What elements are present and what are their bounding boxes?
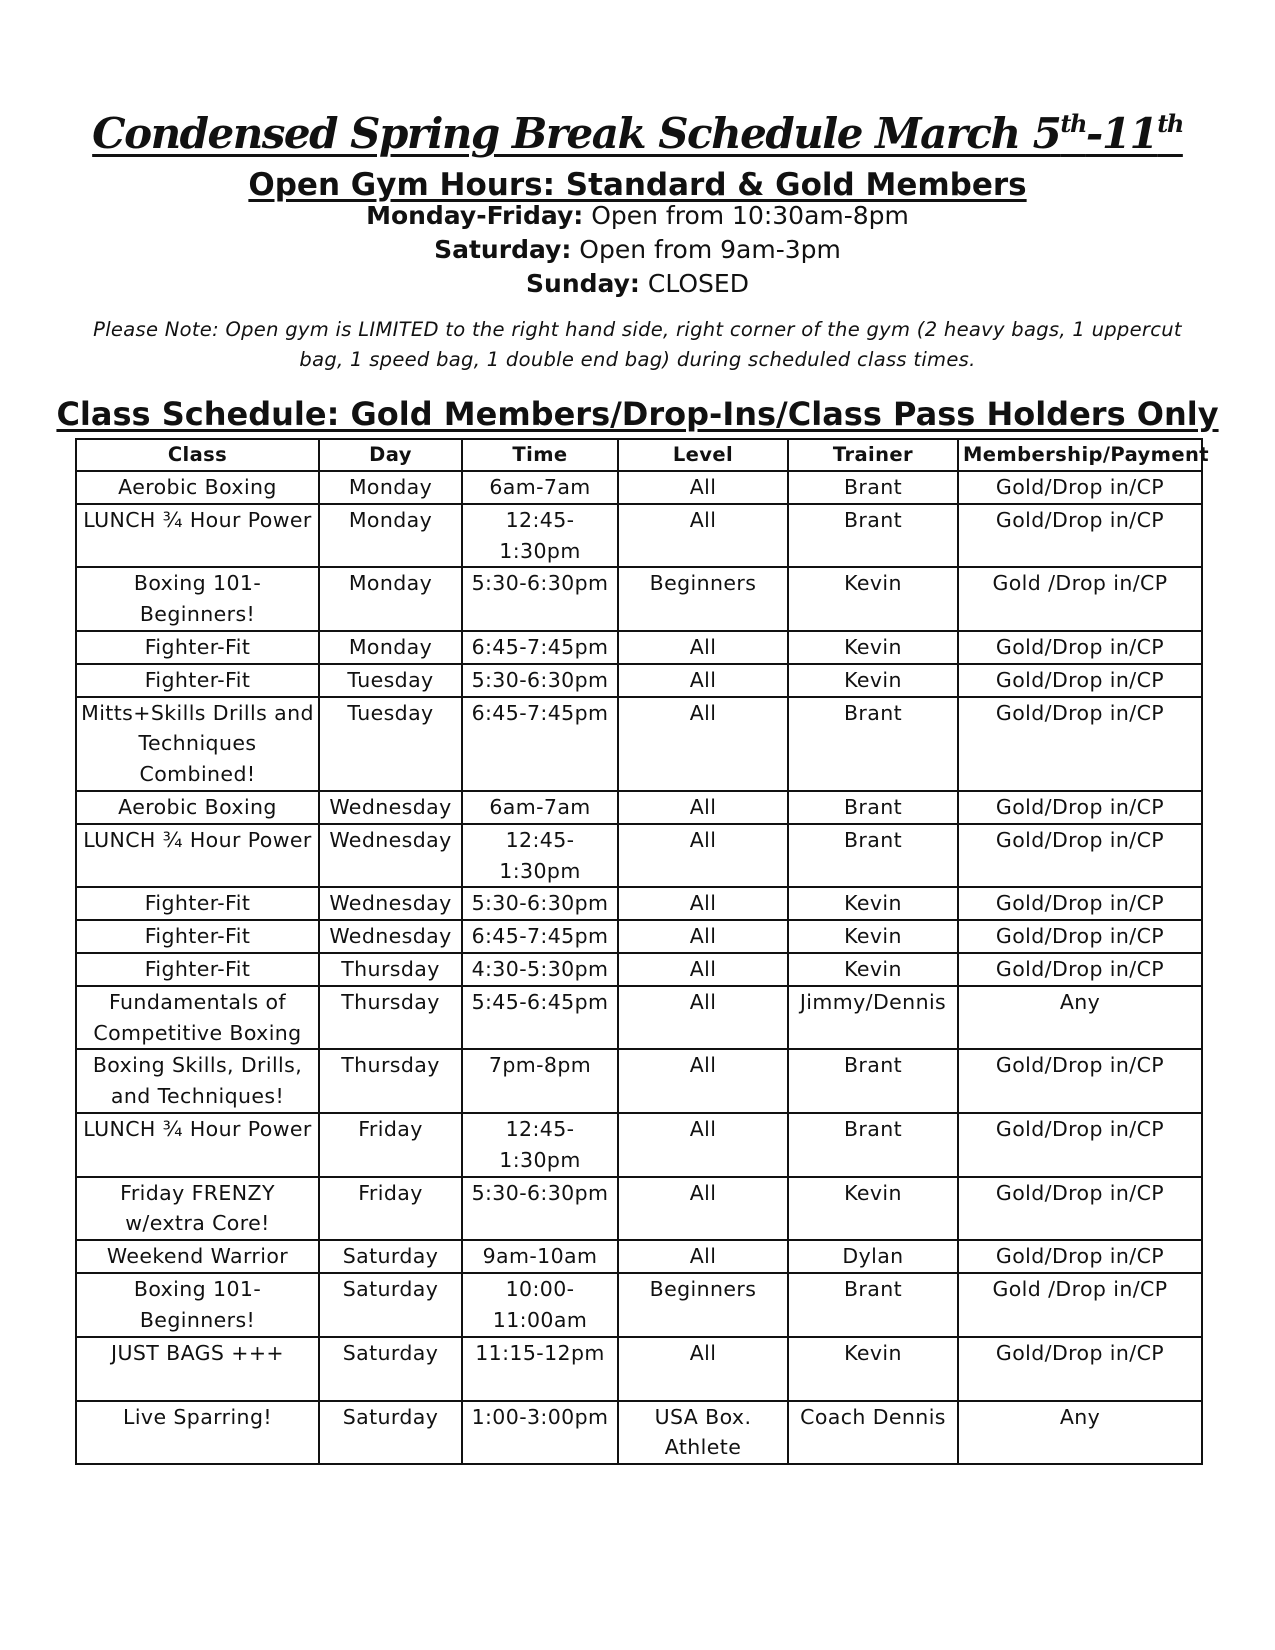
cell-time: 6:45-7:45pm <box>462 920 618 953</box>
open-gym-note: Please Note: Open gym is LIMITED to the right hand side, right corner of the gym (2 heavy bags, 1 uppercut bag, 1 speed bag, 1 double end bag) during scheduled class times. <box>93 318 1182 371</box>
cell-time: 5:30-6:30pm <box>462 1177 618 1241</box>
table-row <box>76 1273 1202 1337</box>
table-row <box>76 791 1202 824</box>
table-row <box>76 1113 1202 1177</box>
cell-membership: Gold/Drop in/CP <box>958 1337 1202 1401</box>
table-row <box>76 471 1202 504</box>
cell-membership: Gold/Drop in/CP <box>958 1177 1202 1241</box>
cell-trainer: Coach Dennis <box>788 1401 958 1465</box>
table-row <box>76 953 1202 986</box>
cell-trainer: Kevin <box>788 920 958 953</box>
cell-time: 9am-10am <box>462 1240 618 1273</box>
cell-membership: Gold/Drop in/CP <box>958 887 1202 920</box>
open-gym-heading: Open Gym Hours: Standard & Gold Members <box>248 167 1027 203</box>
cell-day: Monday <box>319 504 462 568</box>
cell-class: Boxing Skills, Drills, and Techniques! <box>76 1049 319 1113</box>
cell-level: All <box>618 631 788 664</box>
cell-level: Beginners <box>618 567 788 631</box>
cell-day: Saturday <box>319 1401 462 1465</box>
column-header-membership: Membership/Payment <box>958 439 1202 471</box>
cell-class: Weekend Warrior <box>76 1240 319 1273</box>
cell-level: All <box>618 504 788 568</box>
cell-trainer: Kevin <box>788 887 958 920</box>
cell-time: 12:45-1:30pm <box>462 824 618 888</box>
table-header-row <box>76 439 1202 471</box>
cell-level: All <box>618 471 788 504</box>
cell-trainer: Brant <box>788 824 958 888</box>
cell-class: Fighter-Fit <box>76 631 319 664</box>
cell-level: All <box>618 1049 788 1113</box>
cell-time: 5:45-6:45pm <box>462 986 618 1050</box>
cell-trainer: Brant <box>788 471 958 504</box>
cell-class: Live Sparring! <box>76 1401 319 1465</box>
cell-time: 5:30-6:30pm <box>462 567 618 631</box>
column-header-level: Level <box>618 439 788 471</box>
cell-day: Thursday <box>319 986 462 1050</box>
cell-day: Tuesday <box>319 697 462 791</box>
cell-class: Aerobic Boxing <box>76 471 319 504</box>
column-header-class: Class <box>76 439 319 471</box>
cell-day: Saturday <box>319 1240 462 1273</box>
table-row <box>76 1177 1202 1241</box>
cell-membership: Gold /Drop in/CP <box>958 567 1202 631</box>
column-header-trainer: Trainer <box>788 439 958 471</box>
cell-day: Friday <box>319 1177 462 1241</box>
cell-level: All <box>618 791 788 824</box>
cell-trainer: Jimmy/Dennis <box>788 986 958 1050</box>
cell-day: Monday <box>319 631 462 664</box>
table-row <box>76 986 1202 1050</box>
column-header-time: Time <box>462 439 618 471</box>
cell-membership: Gold/Drop in/CP <box>958 664 1202 697</box>
table-row <box>76 697 1202 791</box>
cell-time: 6am-7am <box>462 791 618 824</box>
cell-trainer: Kevin <box>788 1177 958 1241</box>
cell-membership: Gold/Drop in/CP <box>958 791 1202 824</box>
cell-class: Fighter-Fit <box>76 664 319 697</box>
cell-level: All <box>618 953 788 986</box>
class-schedule-heading: Class Schedule: Gold Members/Drop-Ins/Class Pass Holders Only <box>56 395 1219 433</box>
table-row <box>76 567 1202 631</box>
cell-day: Wednesday <box>319 887 462 920</box>
cell-time: 12:45-1:30pm <box>462 1113 618 1177</box>
cell-class: Fundamentals of Competitive Boxing <box>76 986 319 1050</box>
hours-sunday: Sunday: CLOSED <box>526 269 749 298</box>
table-row <box>76 887 1202 920</box>
table-row <box>76 631 1202 664</box>
cell-time: 7pm-8pm <box>462 1049 618 1113</box>
cell-day: Wednesday <box>319 791 462 824</box>
cell-day: Monday <box>319 471 462 504</box>
cell-time: 6:45-7:45pm <box>462 631 618 664</box>
cell-trainer: Brant <box>788 697 958 791</box>
cell-level: All <box>618 664 788 697</box>
cell-membership: Gold/Drop in/CP <box>958 953 1202 986</box>
table-row <box>76 1337 1202 1401</box>
cell-trainer: Kevin <box>788 953 958 986</box>
cell-time: 1:00-3:00pm <box>462 1401 618 1465</box>
cell-class: Boxing 101-Beginners! <box>76 1273 319 1337</box>
cell-level: All <box>618 1113 788 1177</box>
cell-class: LUNCH ¾ Hour Power <box>76 1113 319 1177</box>
cell-class: JUST BAGS +++ <box>76 1337 319 1401</box>
cell-class: Fighter-Fit <box>76 953 319 986</box>
cell-trainer: Kevin <box>788 1337 958 1401</box>
cell-class: Aerobic Boxing <box>76 791 319 824</box>
cell-level: USA Box. Athlete <box>618 1401 788 1465</box>
table-row <box>76 824 1202 888</box>
cell-membership: Gold/Drop in/CP <box>958 1240 1202 1273</box>
cell-membership: Any <box>958 986 1202 1050</box>
cell-day: Wednesday <box>319 824 462 888</box>
table-row <box>76 920 1202 953</box>
cell-level: All <box>618 697 788 791</box>
cell-class: LUNCH ¾ Hour Power <box>76 504 319 568</box>
cell-class: Fighter-Fit <box>76 887 319 920</box>
cell-level: All <box>618 824 788 888</box>
cell-membership: Gold/Drop in/CP <box>958 697 1202 791</box>
cell-membership: Gold /Drop in/CP <box>958 1273 1202 1337</box>
class-schedule-table <box>75 438 1209 1465</box>
cell-day: Monday <box>319 567 462 631</box>
cell-level: All <box>618 1240 788 1273</box>
cell-level: Beginners <box>618 1273 788 1337</box>
cell-day: Wednesday <box>319 920 462 953</box>
column-header-day: Day <box>319 439 462 471</box>
cell-trainer: Kevin <box>788 567 958 631</box>
cell-trainer: Brant <box>788 1049 958 1113</box>
cell-membership: Gold/Drop in/CP <box>958 1049 1202 1113</box>
cell-day: Thursday <box>319 1049 462 1113</box>
cell-time: 10:00-11:00am <box>462 1273 618 1337</box>
cell-level: All <box>618 887 788 920</box>
cell-trainer: Brant <box>788 791 958 824</box>
cell-trainer: Dylan <box>788 1240 958 1273</box>
cell-class: LUNCH ¾ Hour Power <box>76 824 319 888</box>
cell-trainer: Brant <box>788 504 958 568</box>
cell-trainer: Kevin <box>788 664 958 697</box>
cell-day: Friday <box>319 1113 462 1177</box>
table-row <box>76 1049 1202 1113</box>
cell-membership: Gold/Drop in/CP <box>958 471 1202 504</box>
page-title: Condensed Spring Break Schedule March 5th-11th <box>92 109 1183 158</box>
cell-time: 5:30-6:30pm <box>462 664 618 697</box>
cell-level: All <box>618 986 788 1050</box>
hours-saturday: Saturday: Open from 9am-3pm <box>434 235 841 264</box>
cell-membership: Gold/Drop in/CP <box>958 504 1202 568</box>
cell-trainer: Brant <box>788 1113 958 1177</box>
table-row <box>76 664 1202 697</box>
cell-membership: Any <box>958 1401 1202 1465</box>
cell-day: Thursday <box>319 953 462 986</box>
cell-time: 6:45-7:45pm <box>462 697 618 791</box>
cell-class: Fighter-Fit <box>76 920 319 953</box>
cell-level: All <box>618 1337 788 1401</box>
cell-day: Saturday <box>319 1273 462 1337</box>
cell-membership: Gold/Drop in/CP <box>958 1113 1202 1177</box>
cell-time: 6am-7am <box>462 471 618 504</box>
cell-time: 4:30-5:30pm <box>462 953 618 986</box>
cell-trainer: Brant <box>788 1273 958 1337</box>
cell-class: Mitts+Skills Drills and Techniques Combined! <box>76 697 319 791</box>
cell-level: All <box>618 920 788 953</box>
cell-trainer: Kevin <box>788 631 958 664</box>
cell-day: Saturday <box>319 1337 462 1401</box>
cell-level: All <box>618 1177 788 1241</box>
cell-class: Boxing 101-Beginners! <box>76 567 319 631</box>
table-row <box>76 504 1202 568</box>
cell-class: Friday FRENZY w/extra Core! <box>76 1177 319 1241</box>
cell-membership: Gold/Drop in/CP <box>958 920 1202 953</box>
cell-membership: Gold/Drop in/CP <box>958 824 1202 888</box>
table-row <box>76 1401 1202 1465</box>
table-row <box>76 1240 1202 1273</box>
cell-time: 5:30-6:30pm <box>462 887 618 920</box>
cell-day: Tuesday <box>319 664 462 697</box>
cell-membership: Gold/Drop in/CP <box>958 631 1202 664</box>
cell-time: 12:45-1:30pm <box>462 504 618 568</box>
hours-weekdays: Monday-Friday: Open from 10:30am-8pm <box>366 201 909 230</box>
cell-time: 11:15-12pm <box>462 1337 618 1401</box>
